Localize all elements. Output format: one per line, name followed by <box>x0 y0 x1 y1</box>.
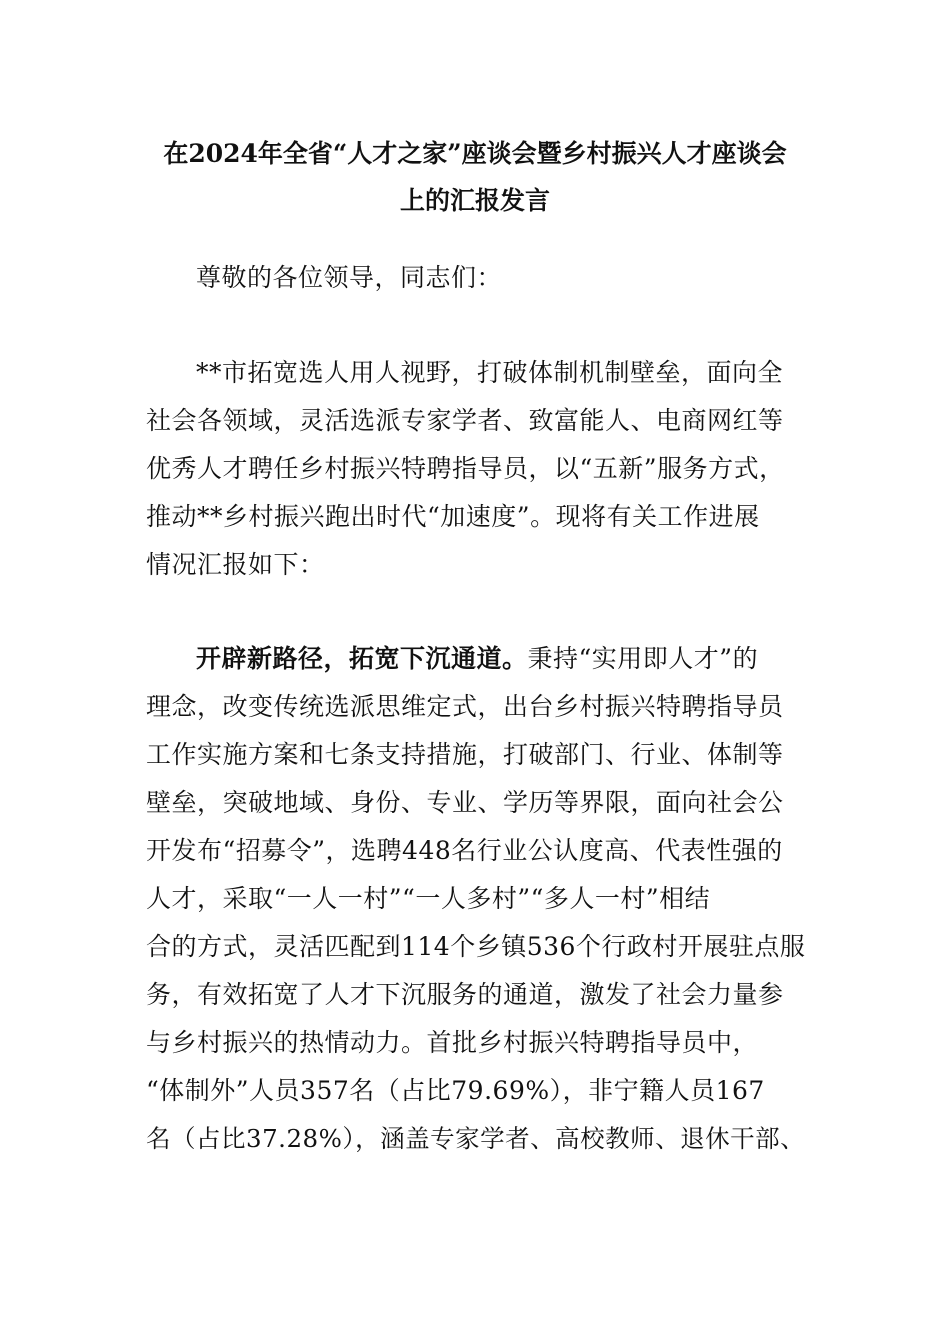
title-line-2: 上的汇报发言 <box>399 186 550 215</box>
paragraph2-line: 理念，改变传统选派思维定式，出台乡村振兴特聘指导员 <box>146 692 784 721</box>
paragraph2-line: 合的方式，灵活匹配到114个乡镇536个行政村开展驻点服 <box>146 932 806 961</box>
paragraph1-line: 情况汇报如下： <box>146 550 325 579</box>
paragraph2-first-line <box>196 639 758 679</box>
paragraph1-line: 社会各领域，灵活选派专家学者、致富能人、电商网红等 <box>146 406 784 435</box>
paragraph1-line: 推动**乡村振兴跑出时代“加速度”。现将有关工作进展 <box>146 502 760 531</box>
paragraph2-line: 工作实施方案和七条支持措施，打破部门、行业、体制等 <box>146 740 784 769</box>
section-heading: 开辟新路径，拓宽下沉通道。 <box>196 644 528 673</box>
paragraph2-line: 务，有效拓宽了人才下沉服务的通道，激发了社会力量参 <box>146 980 784 1009</box>
paragraph2-line-rest: 秉持“实用即人才”的 <box>527 644 759 673</box>
paragraph2-line: 名（占比37.28%），涵盖专家学者、高校教师、退休干部、 <box>146 1124 806 1153</box>
title-line-1: 在2024年全省“人才之家”座谈会暨乡村振兴人才座谈会 <box>163 139 787 168</box>
salutation: 尊敬的各位领导，同志们： <box>196 263 503 292</box>
paragraph1-line: 优秀人才聘任乡村振兴特聘指导员，以“五新”服务方式， <box>146 454 785 483</box>
paragraph2-line: 人才，采取“一人一村”“一人多村”“多人一村”相结 <box>146 884 711 913</box>
paragraph2-line: “体制外”人员357名（占比79.69%），非宁籍人员167 <box>146 1076 765 1105</box>
paragraph2-line: 与乡村振兴的热情动力。首批乡村振兴特聘指导员中， <box>146 1028 759 1057</box>
paragraph1-line: **市拓宽选人用人视野，打破体制机制壁垒，面向全 <box>196 358 784 387</box>
paragraph2-line: 开发布“招募令”，选聘448名行业公认度高、代表性强的 <box>146 836 783 865</box>
paragraph2-line: 壁垒，突破地域、身份、专业、学历等界限，面向社会公 <box>146 788 784 817</box>
